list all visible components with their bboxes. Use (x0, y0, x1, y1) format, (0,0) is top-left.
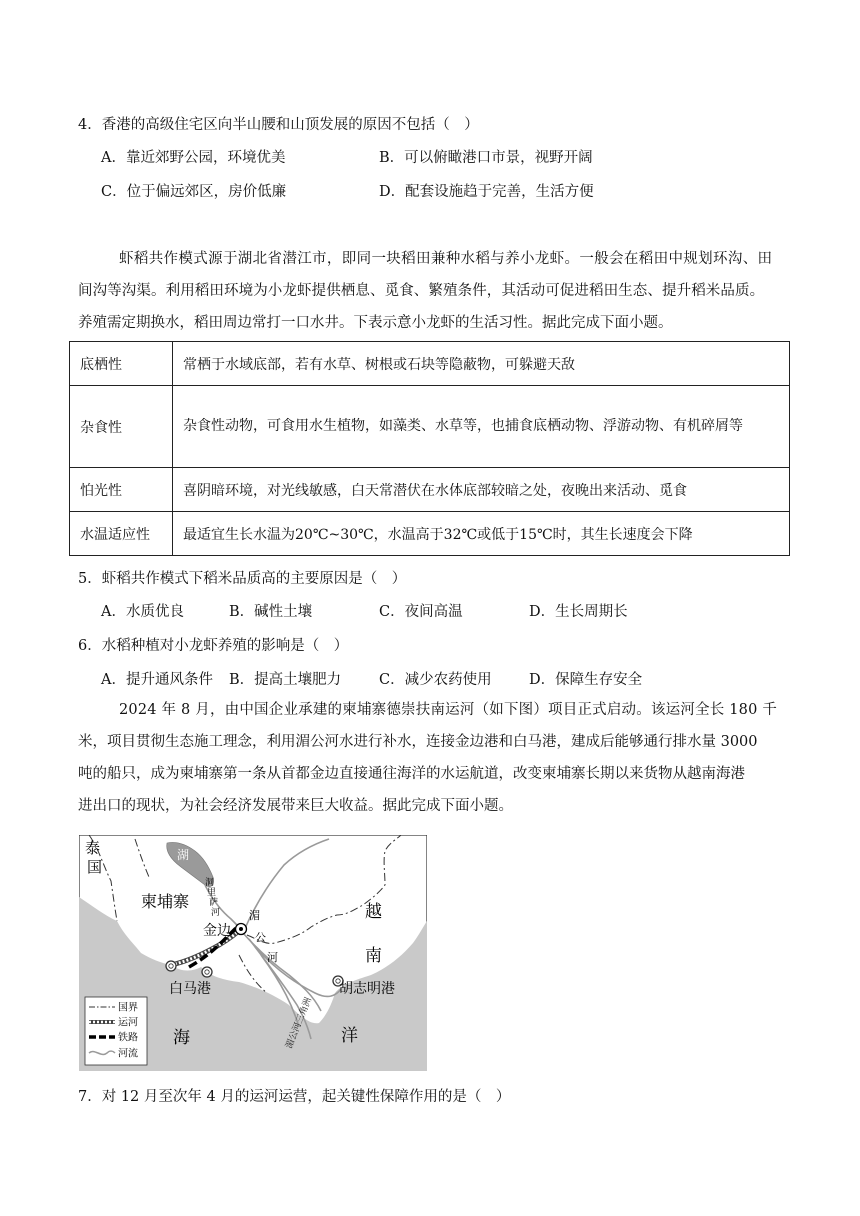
label-thailand-2: 国 (87, 858, 103, 876)
passage-funan-canal (78, 694, 790, 822)
funan-canal-map (79, 835, 427, 1071)
trait-description: 杂食性动物，可食用水生植物，如藻类、水草等，也捕食底栖动物、浮游动物、有机碎屑等 (173, 386, 790, 468)
passage-rice-crayfish (78, 243, 790, 339)
trait-name: 怕光性 (70, 468, 173, 512)
label-phnom-penh: 金边 (203, 923, 231, 939)
question-6-stem: 6．水稻种植对小龙虾养殖的影响是（ ） (78, 638, 349, 654)
phnom-penh-marker (236, 924, 247, 935)
svg-text:萨: 萨 (209, 898, 219, 908)
question-5-stem: 5．虾稻共作模式下稻米品质高的主要原因是（ ） (78, 571, 407, 587)
trait-description: 喜阴暗环境，对光线敏感，白天常潜伏在水体底部较暗之处，夜晚出来活动、觅食 (173, 468, 790, 512)
table-row (70, 386, 790, 468)
question-7-stem: 7．对 12 月至次年 4 月的运河运营，起关键性保障作用的是（ ） (78, 1089, 511, 1105)
label-mekong-3: 河 (267, 951, 278, 964)
label-sea-2: 洋 (341, 1026, 358, 1046)
q6-option-d[interactable]: D．保障生存安全 (529, 672, 643, 688)
passage-line: 吨的船只，成为柬埔寨第一条从首都金边直接通往海洋的水运航道，改变柬埔寨长期以来货物从越南海港 (78, 766, 745, 782)
svg-text:洞: 洞 (205, 878, 215, 888)
table-row (70, 512, 790, 556)
q5-option-b[interactable]: B．碱性土壤 (229, 604, 313, 620)
svg-text:里: 里 (207, 888, 217, 898)
legend-river: 河流 (118, 1048, 138, 1060)
trait-name: 底栖性 (70, 342, 173, 386)
legend-canal: 运河 (118, 1017, 138, 1029)
legend-railway: 铁路 (118, 1032, 138, 1044)
label-sea-1: 海 (173, 1028, 190, 1048)
q4-option-b[interactable]: B．可以俯瞰港口市景，视野开阔 (379, 150, 593, 166)
q5-option-a[interactable]: A．水质优良 (101, 604, 184, 620)
trait-name: 杂食性 (70, 386, 173, 468)
label-mekong-2: 公 (255, 931, 266, 944)
table-row (70, 468, 790, 512)
q5-option-c[interactable]: C．夜间高温 (379, 604, 463, 620)
label-vietnam-2: 南 (365, 946, 382, 966)
label-thailand-1: 泰 (85, 839, 101, 857)
label-kampot-port: 白马港 (169, 981, 211, 997)
q6-option-c[interactable]: C．减少农药使用 (379, 672, 492, 688)
passage-line: 养殖需定期换水，稻田周边常打一口水井。下表示意小龙虾的生活习性。据此完成下面小题。 (78, 315, 673, 331)
svg-text:湄公河三角洲: 湄公河三角洲 (284, 996, 315, 1051)
q4-option-c[interactable]: C．位于偏远郊区，房价低廉 (101, 184, 287, 200)
svg-text:河: 河 (211, 908, 221, 918)
passage-line: 2024 年 8 月，由中国企业承建的柬埔寨德崇扶南运河（如下图）项目正式启动。该运河全长 180 千 (119, 702, 778, 718)
q5-option-d[interactable]: D．生长周期长 (529, 604, 628, 620)
label-lake: 湖 (177, 848, 190, 862)
kampot-port-marker (166, 961, 176, 971)
label-cambodia: 柬埔寨 (141, 892, 190, 911)
trait-description: 常栖于水域底部，若有水草、树根或石块等隐蔽物，可躲避天敌 (173, 342, 790, 386)
trait-name: 水温适应性 (70, 512, 173, 556)
label-mekong-1: 湄 (249, 909, 260, 922)
map-legend (85, 997, 147, 1065)
table-row (70, 342, 790, 386)
passage-line: 进出口的现状，为社会经济发展带来巨大收益。据此完成下面小题。 (78, 798, 513, 814)
kampot-port-marker-2 (202, 967, 212, 977)
label-hcmc-port: 胡志明港 (339, 981, 395, 997)
q6-option-b[interactable]: B．提高土壤肥力 (229, 672, 342, 688)
q4-option-a[interactable]: A．靠近郊野公园，环境优美 (101, 150, 286, 166)
legend-border: 国界 (118, 1002, 138, 1014)
passage-line: 米，项目贯彻生态施工理念，利用湄公河水进行补水，连接金边港和白马港，建成后能够通行排水量 3000 (78, 734, 758, 750)
q4-option-d[interactable]: D．配套设施趋于完善，生活方便 (379, 184, 594, 200)
trait-description: 最适宜生长水温为20℃~30℃，水温高于32℃或低于15℃时，其生长速度会下降 (173, 512, 790, 556)
passage-line: 间沟等沟渠。利用稻田环境为小龙虾提供栖息、觅食、繁殖条件，其活动可促进稻田生态、提升稻米品质。 (78, 283, 765, 299)
crayfish-habits-table (69, 341, 790, 556)
label-vietnam-1: 越 (365, 902, 382, 922)
passage-line: 虾稻共作模式源于湖北省潜江市，即同一块稻田兼种水稻与养小龙虾。一般会在稻田中规划环沟、田 (119, 251, 773, 267)
q6-option-a[interactable]: A．提升通风条件 (101, 672, 213, 688)
question-4-stem: 4．香港的高级住宅区向半山腰和山顶发展的原因不包括（ ） (78, 117, 479, 133)
